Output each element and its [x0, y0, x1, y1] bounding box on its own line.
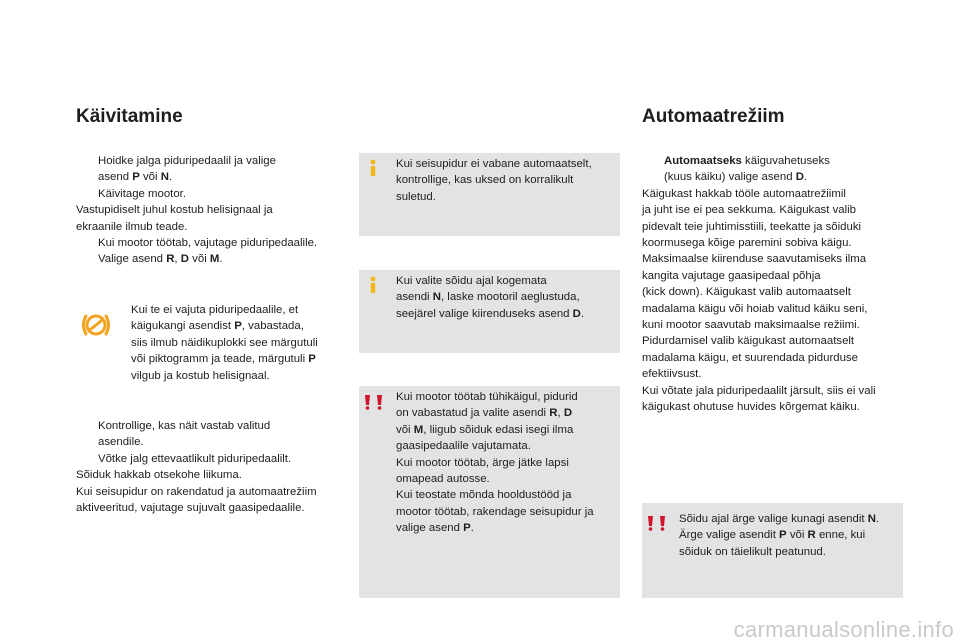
brake-pedal-pictogram-icon — [80, 312, 112, 338]
info-box-parking-brake: Kui seisupidur ei vabane automaatselt, kontrollige, kas uksed on korralikult suletud. — [359, 153, 620, 236]
list-item: Hoidke jalga piduripedaalil ja valige asend P või N. — [98, 155, 276, 184]
section-title-starting: Käivitamine — [76, 106, 183, 127]
warning-box-driving: Sõidu ajal ärge valige kunagi asendit N. Ärge valige asendit P või R enne, kui sõiduk on täielikult peatunud. — [642, 503, 903, 598]
info-box-neutral: Kui valite sõidu ajal kogemata asendi N, laske mootoril aeglustuda, seejärel valige kiirenduseks asend D. — [359, 270, 620, 353]
paragraph-line: koormusega kõige paremini sobiva käigu. — [642, 237, 852, 250]
list-item: Kontrollige, kas näit vastab valitud asendile. — [98, 420, 271, 449]
starting-steps: Hoidke jalga piduripedaalil ja valige asend P või N. Käivitage mootor. Vastupidiselt juhul kostub helisignaal ja ekraanile ilmub teade. Kui mootor töötab, vajutage piduripedaalile. Valige asend R, D või M. — [76, 153, 317, 268]
starting-steps-2: Kontrollige, kas näit vastab valitud asendile. Võtke jalg ettevaatlikult piduripedaalilt. Sõiduk hakkab otsekohe liikuma. Kui seisupidur on rakendatud ja automaatrežiim aktiveeritud, vajutage sujuvalt gaasipedaalile. — [76, 420, 317, 515]
warning-icon — [364, 394, 384, 415]
automatic-mode-paragraph — [642, 186, 876, 416]
section-title-automatic-mode: Automaatrežiim — [642, 106, 785, 127]
list-item: Automaatseks käiguvahetuseks (kuus käiku) valige asend D. — [664, 155, 830, 184]
paragraph-line: madalama käigu või hoiab valitud käiku seni, — [642, 302, 868, 315]
list-item: Käivitage mootor. — [98, 187, 187, 200]
paragraph-line: ja juht ise ei pea sekkuma. Käigukast valib — [642, 204, 857, 217]
paragraph-line: pidevalt teie juhtimisstiili, teekatte ja sõiduki — [642, 220, 862, 233]
paragraph-line: Kui võtate jala piduripedaalilt järsult, siis ei vali — [642, 384, 876, 397]
paragraph-line: Käigukast hakkab tööle automaatrežiimil — [642, 187, 846, 200]
paragraph-line: efektiivsust. — [642, 368, 702, 381]
info-icon — [365, 276, 381, 299]
list-item: Valige asend R, D või M. — [98, 253, 223, 266]
list-item: Kui mootor töötab, vajutage piduripedaalile. — [98, 237, 318, 250]
paragraph-line: (kick down). Käigukast valib automaatselt — [642, 286, 851, 299]
paragraph-line: käigukast ohutuse huvides kõrgemat käiku. — [642, 401, 860, 414]
brake-note: Kui te ei vajuta piduripedaalile, et käigukangi asendist P, vabastada, siis ilmub näidikuplokki see märgutuli või piktogramm ja teade, märgutuli P vilgub ja kostub helisignaal. — [131, 304, 318, 382]
automatic-mode-text — [642, 153, 876, 416]
warning-box-idle: Kui mootor töötab tühikäigul, pidurid on vabastatud ja valite asendi R, D või M, liigub sõiduk edasi isegi ilma gaasipedaalile vajutamata. Kui mootor töötab, ärge jätke lapsi omapead autosse. Kui teostate mõnda hooldustööd ja mootor töötab, rakendage seisupidur ja valige asend P. — [359, 386, 620, 598]
paragraph-line: kangita vajutage gaasipedaal põhja — [642, 269, 821, 282]
warning-icon — [647, 515, 667, 536]
paragraph-line: Pidurdamisel valib käigukast automaatselt — [642, 335, 855, 348]
paragraph-line: Maksimaalse kiirenduse saavutamiseks ilma — [642, 253, 867, 266]
paragraph-line: madalama käigu, et suurendada pidurduse — [642, 351, 858, 364]
watermark: carmanualsonline.info — [733, 616, 954, 642]
paragraph-line: kuni mootor saavutab maksimaalse režiimi. — [642, 319, 860, 332]
info-icon — [365, 159, 381, 182]
list-item: Võtke jalg ettevaatlikult piduripedaalilt. — [98, 452, 292, 465]
